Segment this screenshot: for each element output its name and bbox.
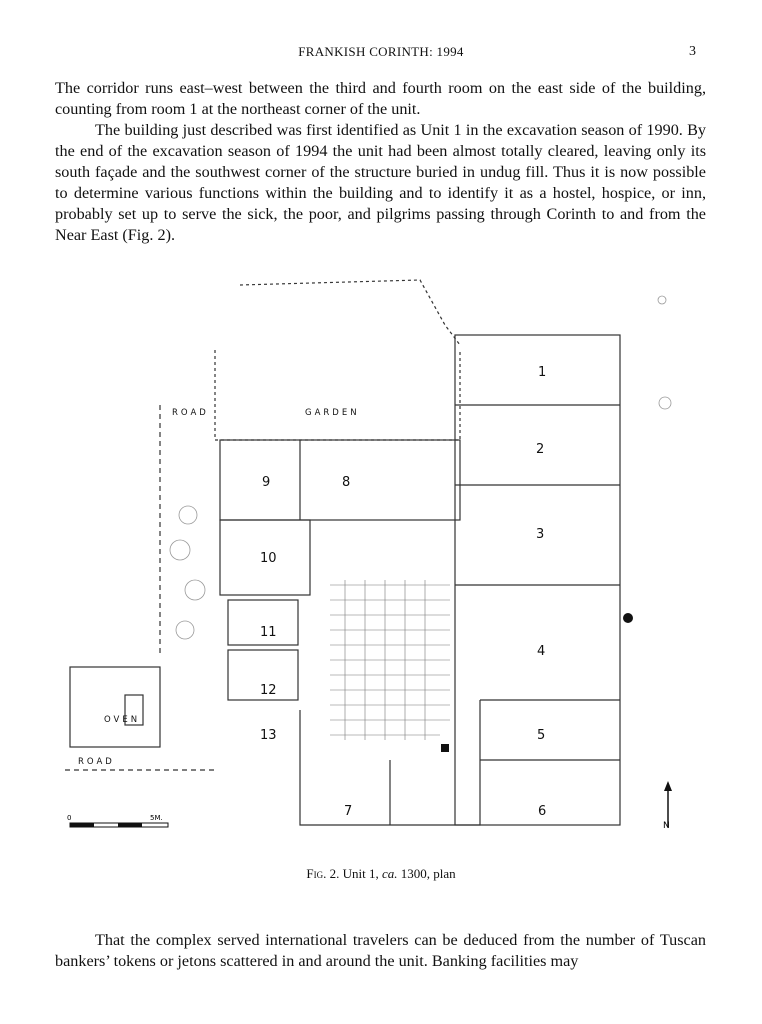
caption-italic: ca. bbox=[381, 866, 398, 881]
figure-caption bbox=[0, 866, 762, 882]
room-label-3: 3 bbox=[536, 527, 545, 542]
marker-square bbox=[441, 744, 449, 752]
oven-structure bbox=[70, 667, 160, 747]
garden-label: GARDEN bbox=[305, 408, 360, 418]
room-label-7: 7 bbox=[344, 804, 353, 819]
caption-rest: 1300, plan bbox=[400, 866, 456, 881]
paragraph-2: The building just described was first identified as Unit 1 in the excavation season of 1990. By the end of the excavation season of 1994 the unit had been almost totally cleared, leaving only its south façade and the southwest corner of the structure buried in undug fill. Thus it is now possible to determine various functions within the building and to identify it as a hostel, hospice, or inn, probably set up to serve the sick, the poor, and pilgrims passing through Corinth to and from the Near East (Fig. 2). bbox=[55, 121, 706, 244]
room-label-12: 12 bbox=[260, 683, 277, 698]
room-label-8: 8 bbox=[342, 475, 351, 490]
paragraph-3: That the complex served international travelers can be deduced from the number of Tuscan bankers’ tokens or jetons scattered in and around the unit. Banking facilities may bbox=[55, 931, 706, 970]
room-label-4: 4 bbox=[537, 644, 546, 659]
north-arrow bbox=[663, 781, 672, 831]
figure-plan bbox=[0, 255, 762, 855]
room-label-1: 1 bbox=[538, 365, 547, 380]
road-label-top: ROAD bbox=[172, 408, 209, 418]
north-label: N bbox=[663, 821, 670, 831]
plan-drawing bbox=[0, 255, 762, 855]
scale-start: 0 bbox=[67, 814, 72, 822]
scale-end: 5M. bbox=[150, 814, 163, 822]
running-head-title: FRANKISH CORINTH: 1994 bbox=[298, 44, 464, 59]
road-label-bottom: ROAD bbox=[78, 757, 115, 767]
room-label-5: 5 bbox=[537, 728, 546, 743]
room-label-9: 9 bbox=[262, 475, 271, 490]
page-number: 3 bbox=[689, 44, 696, 59]
rooms-8-9-wall bbox=[220, 440, 460, 520]
room-label-13: 13 bbox=[260, 728, 277, 743]
paragraph-1: The corridor runs east–west between the third and fourth room on the east side of the building, counting from room 1 at the northeast corner of the unit. bbox=[55, 79, 706, 118]
caption-label: Fig. 2. bbox=[306, 866, 340, 881]
marker-dot bbox=[623, 613, 633, 623]
room-label-6: 6 bbox=[538, 804, 547, 819]
caption-text: Unit 1, bbox=[342, 866, 379, 881]
room-label-10: 10 bbox=[260, 551, 277, 566]
oven-label: OVEN bbox=[104, 715, 141, 725]
scale-bar bbox=[67, 814, 168, 827]
running-head bbox=[0, 44, 762, 64]
room-label-2: 2 bbox=[536, 442, 545, 457]
room-label-11: 11 bbox=[260, 625, 277, 640]
